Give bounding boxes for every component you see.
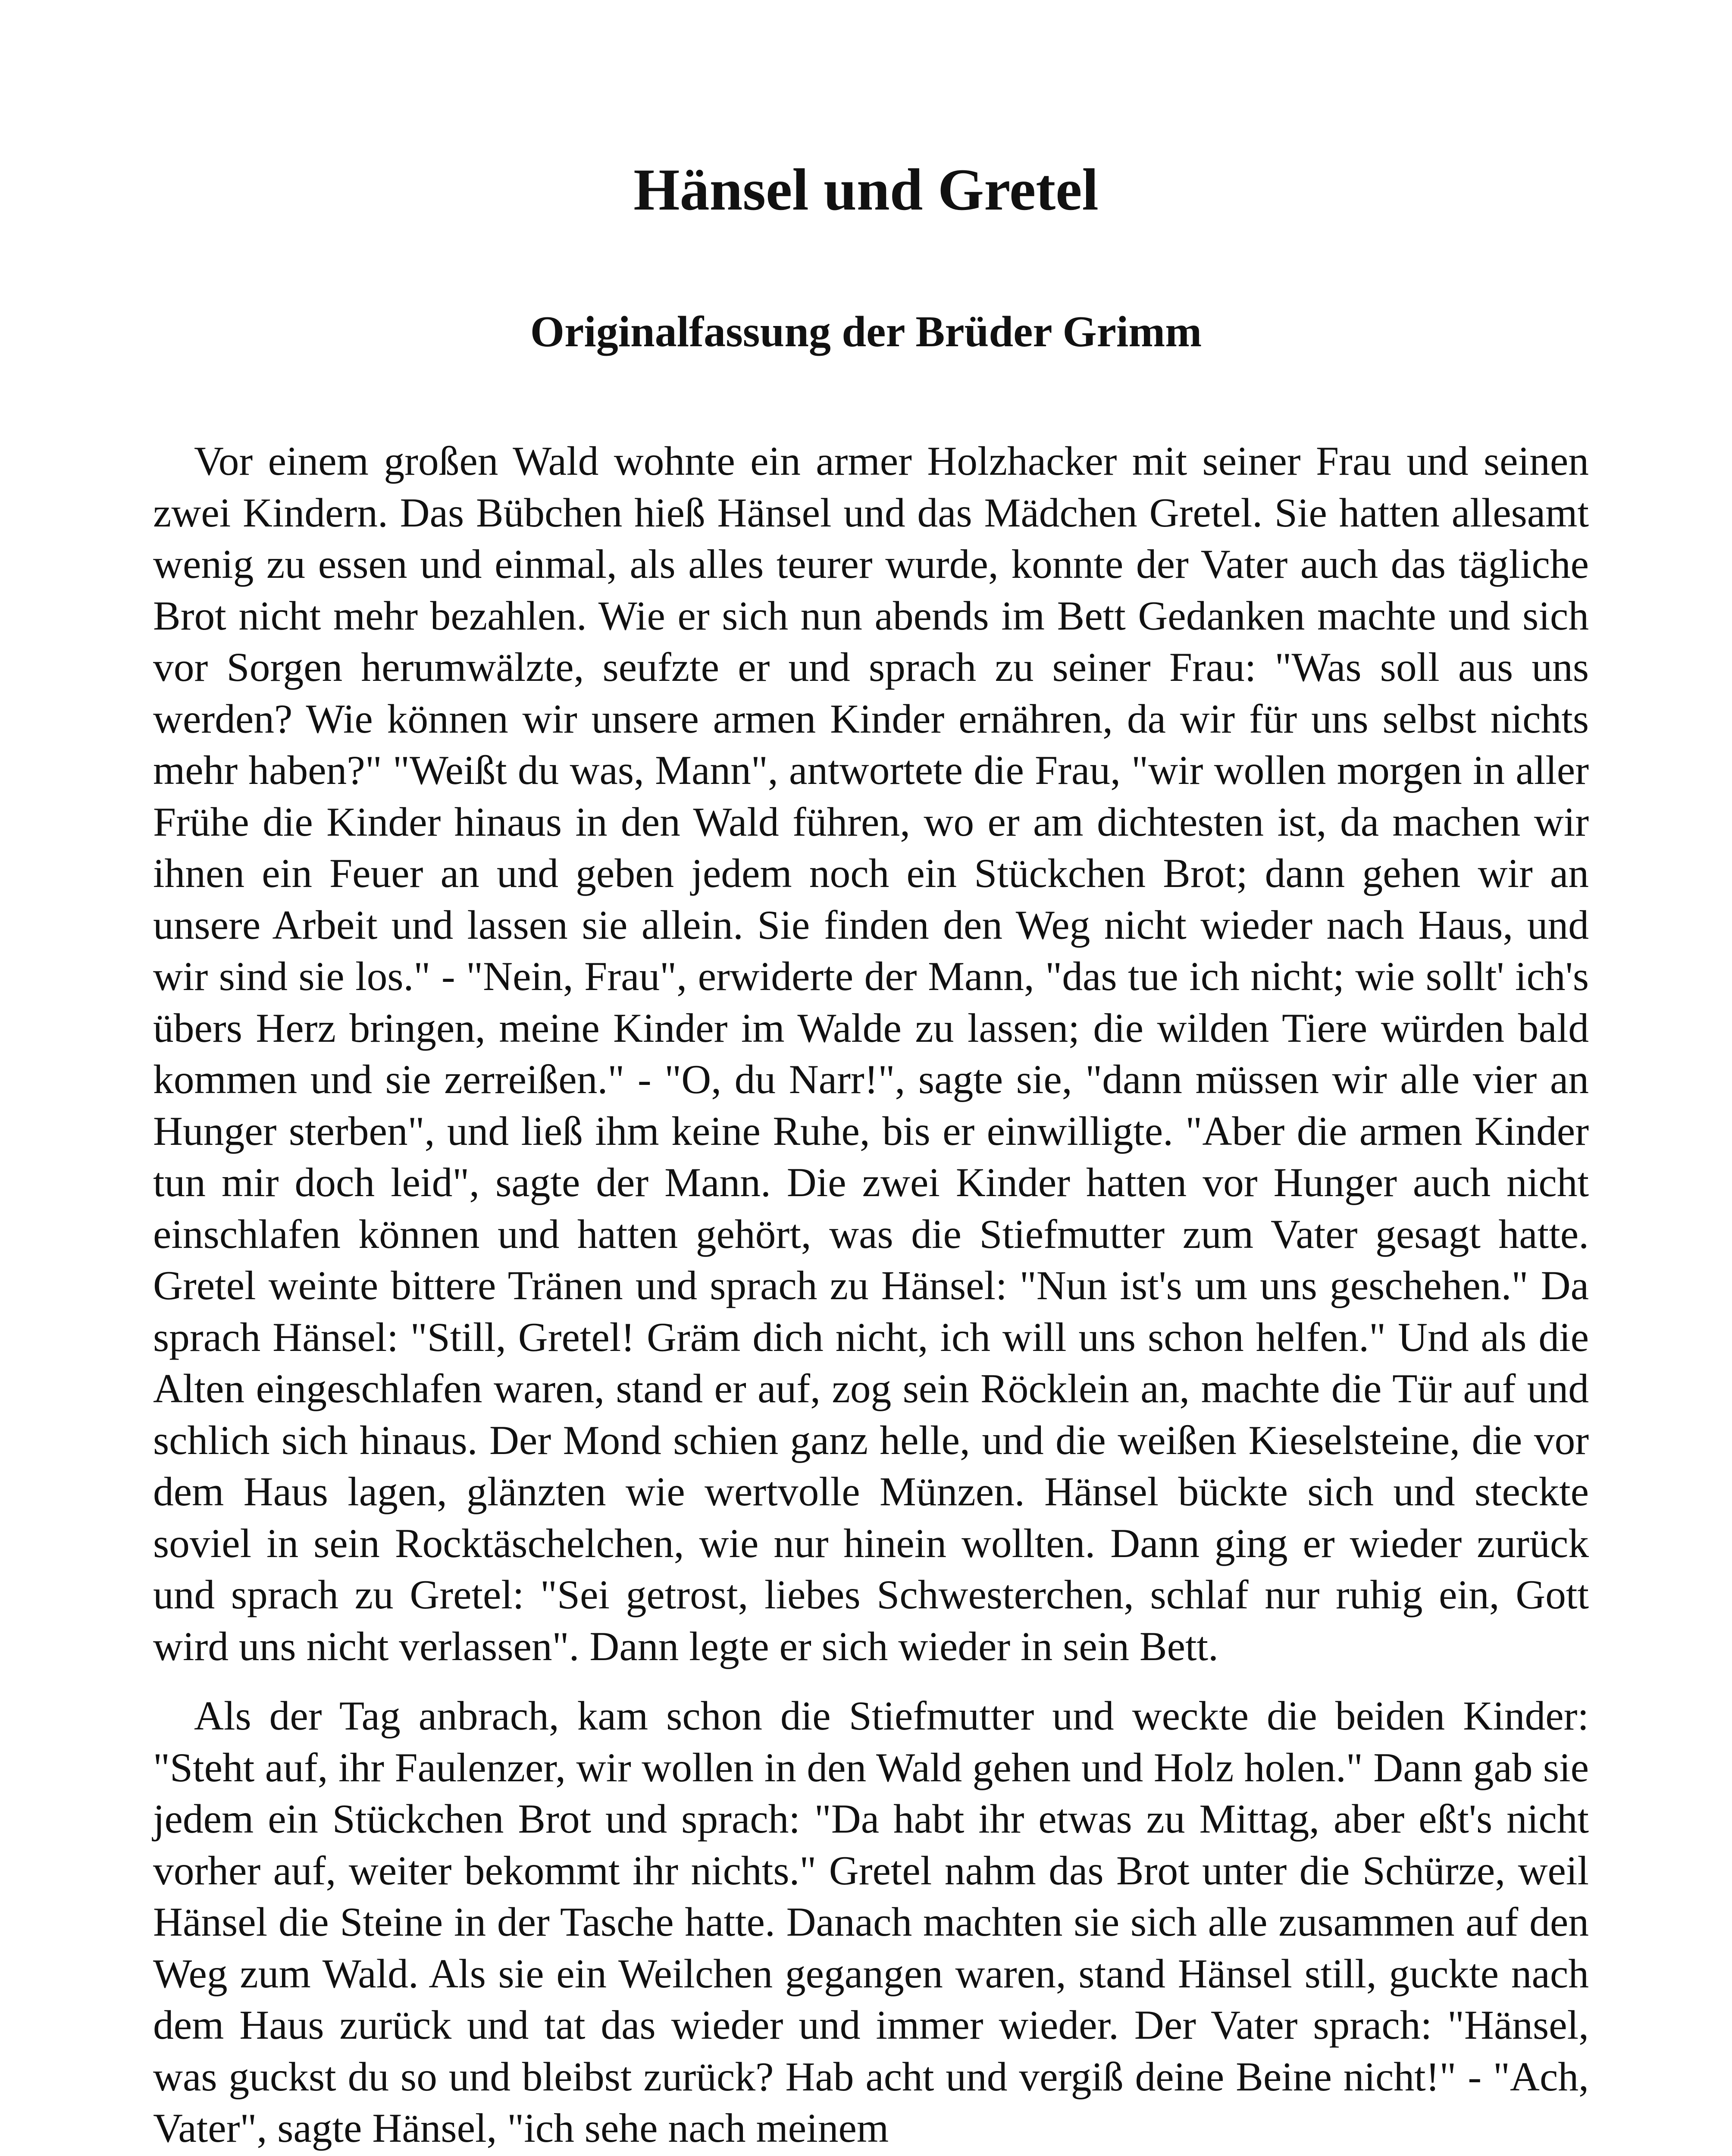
page-title: Hänsel und Gretel (633, 157, 1099, 222)
paragraph-2: Als der Tag anbrach, kam schon die Stiefmutter und weckte die beiden Kinder: "Steht auf, ihr Faulenzer, wir wollen in den Wald gehen und Holz holen." Dann gab sie jedem ein Stückchen Brot und sprach: "Da habt ihr etwas zu Mittag, aber eßt's nicht vorher auf, weiter bekommt ihr nichts." Gretel nahm das Brot unter die Schürze, weil Hänsel die Steine in der Tasche hatte. Danach machten sie sich alle zusammen auf den Weg zum Wald. Als sie ein Weilchen gegangen waren, stand Hänsel still, guckte nach dem Haus zurück und tat das wieder und immer wieder. Der Vater sprach: "Hänsel, was guckst du so und bleibst zurück? Hab acht und vergiß deine Beine nicht!" - "Ach, Vater", sagte Hänsel, "ich sehe nach meinem (153, 1693, 1589, 2151)
body-text (153, 436, 1589, 2154)
page-subtitle: Originalfassung der Brüder Grimm (530, 307, 1202, 356)
paragraph-1: Vor einem großen Wald wohnte ein armer Holzhacker mit seiner Frau und seinen zwei Kindern. Das Bübchen hieß Hänsel und das Mädchen Gretel. Sie hatten allesamt wenig zu essen und einmal, als alles teurer wurde, konnte der Vater auch das tägliche Brot nicht mehr bezahlen. Wie er sich nun abends im Bett Gedanken machte und sich vor Sorgen herumwälzte, seufzte er und sprach zu seiner Frau: "Was soll aus uns werden? Wie können wir unsere armen Kinder ernähren, da wir für uns selbst nichts mehr haben?" "Weißt du was, Mann", antwortete die Frau, "wir wollen morgen in aller Frühe die Kinder hinaus in den Wald führen, wo er am dichtesten ist, da machen wir ihnen ein Feuer an und geben jedem noch ein Stückchen Brot; dann gehen wir an unsere Arbeit und lassen sie allein. Sie finden den Weg nicht wieder nach Haus, und wir sind sie los." - "Nein, Frau", erwiderte der Mann, "das tue ich nicht; wie sollt' ich's übers Herz bringen, meine Kinder im Walde zu lassen; die wilden Tiere würden bald kommen und sie zerreißen." - "O, du Narr!", sagte sie, "dann müssen wir alle vier an Hunger sterben", und ließ ihm keine Ruhe, bis er einwilligte. "Aber die armen Kinder tun mir doch leid", sagte der Mann. Die zwei Kinder hatten vor Hunger auch nicht einschlafen können und hatten gehört, was die Stiefmutter zum Vater gesagt hatte. Gretel weinte bittere Tränen und sprach zu Hänsel: "Nun ist's um uns geschehen." Da sprach Hänsel: "Still, Gretel! Gräm dich nicht, ich will uns schon helfen." Und als die Alten eingeschlafen waren, stand er auf, zog sein Röcklein an, machte die Tür auf und schlich sich hinaus. Der Mond schien ganz helle, und die weißen Kieselsteine, die vor dem Haus lagen, glänzten wie wertvolle Münzen. Hänsel bückte sich und steckte soviel in sein Rocktäschelchen, wie nur hinein wollten. Dann ging er wieder zurück und sprach zu Gretel: "Sei getrost, liebes Schwesterchen, schlaf nur ruhig ein, Gott wird uns nicht verlassen". Dann legte er sich wieder in sein Bett. (153, 438, 1589, 1669)
